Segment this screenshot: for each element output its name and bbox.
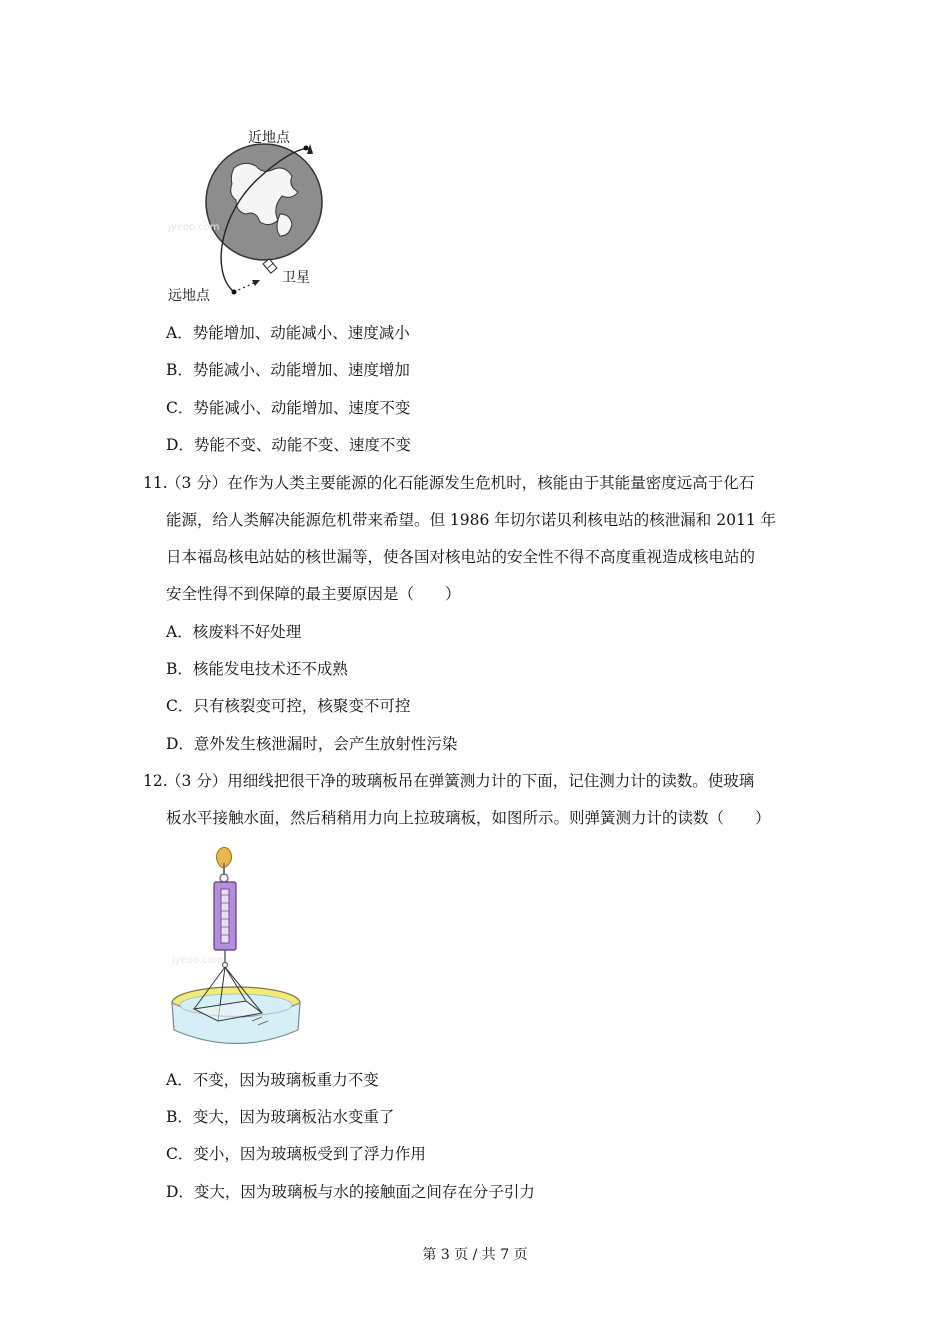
perigee-label: 近地点 <box>248 130 290 146</box>
satellite-label: 卫星 <box>282 270 310 286</box>
apogee-label: 远地点 <box>168 288 210 304</box>
q11-option-c: C．只有核裂变可控，核聚变不可控 <box>166 697 411 715</box>
watermark-2: jyeoo.com <box>172 955 224 966</box>
q11-line-4: 安全性得不到保障的最主要原因是（ ） <box>166 585 461 603</box>
perigee-point <box>304 146 309 151</box>
q12-line-2: 板水平接触水面，然后稍稍用力向上拉玻璃板，如图所示。则弹簧测力计的读数（ ） <box>166 809 771 827</box>
q11-line-3: 日本福岛核电站姑的核世漏等，使各国对核电站的安全性不得不高度重视造成核电站的 <box>166 548 756 566</box>
spring-scale-diagram <box>166 845 308 1055</box>
q11-line-1: （3 分）在作为人类主要能源的化石能源发生危机时，核能由于其能量密度远高于化石 <box>166 474 755 492</box>
q12-option-c: C．变小，因为玻璃板受到了浮力作用 <box>166 1145 426 1163</box>
q12-number: 12. <box>143 772 168 790</box>
q10-option-a: A．势能增加、动能减小、速度减小 <box>166 324 410 342</box>
hook-ring <box>220 874 228 882</box>
q12-option-a: A．不变，因为玻璃板重力不变 <box>166 1071 379 1089</box>
page-footer: 第 3 页 / 共 7 页 <box>422 1247 528 1263</box>
apogee-point <box>232 290 237 295</box>
watermark: jyeoo.com <box>168 222 220 233</box>
orbit-diagram <box>160 122 330 308</box>
q11-option-b: B．核能发电技术还不成熟 <box>166 660 348 678</box>
orbit-figure <box>160 122 330 308</box>
q12-line-1: （3 分）用细线把很干净的玻璃板吊在弹簧测力计的下面，记住测力计的读数。使玻璃 <box>166 772 755 790</box>
orbit-path-lower <box>234 282 256 292</box>
q11-line-2: 能源，给人类解决能源危机带来希望。但 1986 年切尔诺贝利核电站的核泄漏和 2011 年 <box>166 511 777 529</box>
satellite-icon <box>263 259 277 273</box>
q11-option-a: A．核废料不好处理 <box>166 623 302 641</box>
q11-option-d: D．意外发生核泄漏时，会产生放射性污染 <box>166 735 458 753</box>
q10-option-c: C．势能减小、动能增加、速度不变 <box>166 399 411 417</box>
q10-option-b: B．势能减小、动能增加、速度增加 <box>166 361 410 379</box>
q12-option-d: D．变大，因为玻璃板与水的接触面之间存在分子引力 <box>166 1183 535 1201</box>
q10-option-d: D．势能不变、动能不变、速度不变 <box>166 436 411 454</box>
q11-number: 11. <box>143 474 168 492</box>
q12-option-b: B．变大，因为玻璃板沾水变重了 <box>166 1108 395 1126</box>
spring-scale-figure <box>166 845 308 1055</box>
